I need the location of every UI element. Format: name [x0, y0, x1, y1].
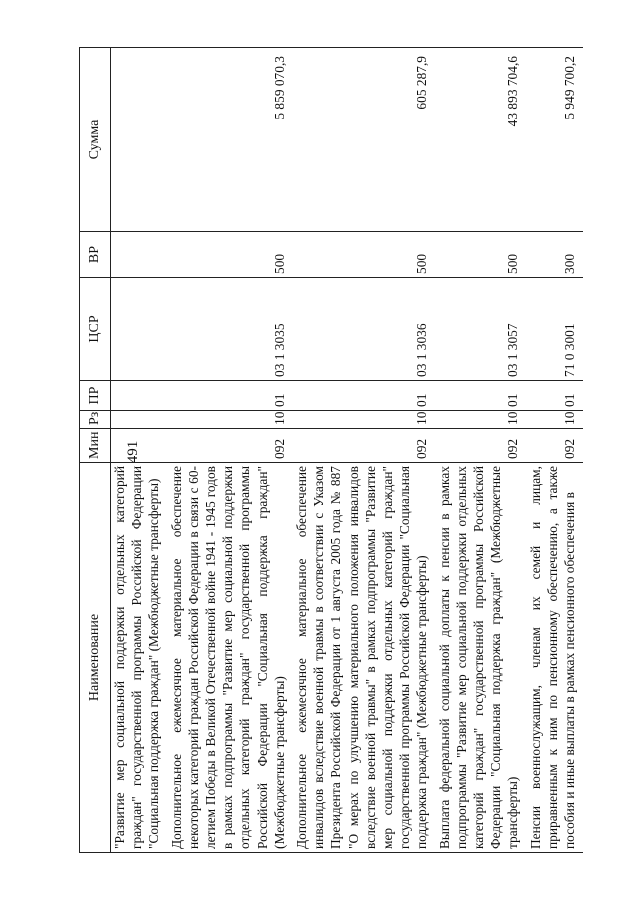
- row-vr: 300: [527, 232, 584, 278]
- row-name: "Развитие мер социальной поддержки отдельных категорий граждан" государственной программы Российской Федерации "Социальная поддержка граждан" (Межбюджетные трансферты): [111, 463, 168, 853]
- row-csr: 03 1 3036: [293, 278, 436, 381]
- row-name: Дополнительное ежемесячное материальное обеспечение инвалидов вследствие военной травмы в соответствии с Указом Президента Российской Федерации от 1 августа 2005 года № 887 "О мерах по улучшению материального положения инвалидов вследствие военной травмы" в рамках подпрограммы "Развитие мер социальной поддержки отдельных категорий граждан" государственной программы Российской Федерации "Социальная поддержка граждан" (Межбюджетные трансферты): [293, 463, 436, 853]
- table-row: [293, 48, 436, 853]
- row-min: 092: [527, 429, 584, 463]
- row-rz: 10: [436, 411, 527, 429]
- row-vr: 500: [293, 232, 436, 278]
- row-pr: 01: [527, 381, 584, 411]
- row-pr: 01: [168, 381, 293, 411]
- rotated-page: [79, 48, 609, 853]
- header-min: Мин: [80, 429, 111, 463]
- header-sum: Сумма: [80, 48, 111, 232]
- row-pr: 01: [436, 381, 527, 411]
- header-name: Наименование: [80, 463, 111, 853]
- row-csr: 03 1 3057: [436, 278, 527, 381]
- budget-table-wrapper: [79, 48, 609, 853]
- table-header-row: [80, 48, 111, 853]
- table-row: [436, 48, 527, 853]
- row-name: Пенсии военнослужащим, членам их семей и лицам, приравненным к ним по пенсионному обеспечению, а также пособия и иные выплаты в рамках пенсионного обеспечения в: [527, 463, 584, 853]
- row-csr: 71 0 3001: [527, 278, 584, 381]
- row-min: [111, 429, 168, 463]
- row-pr: 01: [293, 381, 436, 411]
- row-sum: 5 949 700,2: [527, 48, 584, 232]
- row-name: Дополнительное ежемесячное материальное обеспечение некоторых категорий граждан Российской Федерации в связи с 60-летием Победы в Великой Отечественной войне 1941 - 1945 годов в рамках подпрограммы "Развитие мер социальной поддержки отдельных категорий граждан" государственной программы Российской Федерации "Социальная поддержка граждан" (Межбюджетные трансферты): [168, 463, 293, 853]
- header-vr: ВР: [80, 232, 111, 278]
- row-min: 092: [436, 429, 527, 463]
- row-rz: 10: [527, 411, 584, 429]
- row-sum: 43 893 704,6: [436, 48, 527, 232]
- header-rz: Рз: [80, 411, 111, 429]
- page-number: 491: [125, 440, 141, 464]
- row-vr: [111, 232, 168, 278]
- row-pr: [111, 381, 168, 411]
- row-rz: [111, 411, 168, 429]
- row-rz: 10: [168, 411, 293, 429]
- row-csr: [111, 278, 168, 381]
- row-min: 092: [168, 429, 293, 463]
- header-pr: ПР: [80, 381, 111, 411]
- row-name: Выплата федеральной социальной доплаты к пенсии в рамках подпрограммы "Развитие мер социальной поддержки отдельных категорий граждан" государственной программы Российской Федерации "Социальная поддержка граждан" (Межбюджетные трансферты): [436, 463, 527, 853]
- row-vr: 500: [168, 232, 293, 278]
- row-csr: 03 1 3035: [168, 278, 293, 381]
- row-sum: 5 859 070,3: [168, 48, 293, 232]
- table-row: [527, 48, 584, 853]
- row-vr: 500: [436, 232, 527, 278]
- row-min: 092: [293, 429, 436, 463]
- table-row: [111, 48, 168, 853]
- table-row: [168, 48, 293, 853]
- row-rz: 10: [293, 411, 436, 429]
- header-csr: ЦСР: [80, 278, 111, 381]
- budget-table: [79, 47, 583, 853]
- row-sum: 605 287,9: [293, 48, 436, 232]
- row-sum: [111, 48, 168, 232]
